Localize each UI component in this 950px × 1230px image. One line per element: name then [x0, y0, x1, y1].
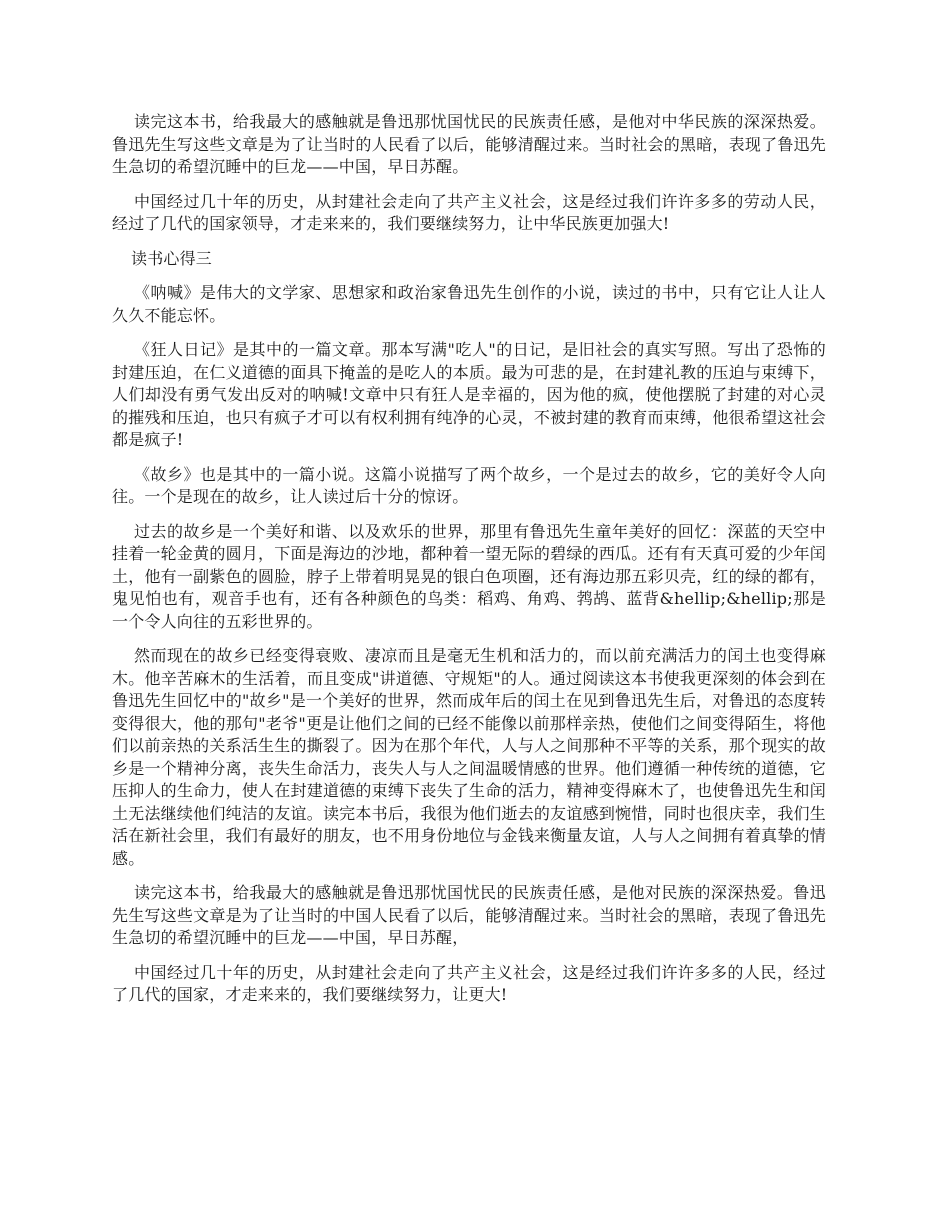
paragraph-3: 《呐喊》是伟大的文学家、思想家和政治家鲁迅先生创作的小说，读过的书中，只有它让人让人久久不能忘怀。 — [112, 283, 826, 325]
paragraph-4: 《狂人日记》是其中的一篇文章。那本写满"吃人"的日记，是旧社会的真实写照。写出了恐怖的封建压迫，在仁义道德的面具下掩盖的是吃人的本质。最为可悲的是，在封建礼教的压迫与束缚下，人们却没有勇气发出反对的呐喊!文章中只有狂人是幸福的，因为他的疯，使他摆脱了封建的对心灵的摧残和压迫，也只有疯子才可以有权利拥有纯净的心灵，不被封建的教育而束缚，他很希望这社会都是疯子! — [112, 340, 826, 449]
document-body — [112, 111, 826, 1019]
paragraph-7: 然而现在的故乡已经变得衰败、凄凉而且是毫无生机和活力的，而以前充满活力的闰土也变得麻木。他辛苦麻木的生活着，而且变成"讲道德、守规矩"的人。通过阅读这本书使我更深刻的体会到在鲁迅先生回忆中的"故乡"是一个美好的世界，然而成年后的闰土在见到鲁迅先生后，对鲁迅的态度转变得很大，他的那句"老爷"更是让他们之间的已经不能像以前那样亲热，使他们之间变得陌生，将他们以前亲热的关系活生生的撕裂了。因为在那个年代，人与人之间那种不平等的关系，那个现实的故乡是一个精神分离，丧失生命活力，丧失人与人之间温暖情感的世界。他们遵循一种传统的道德，它压抑人的生命力，使人在封建道德的束缚下丧失了生命的活力，精神变得麻木了，也使鲁迅先生和闰土无法继续他们纯洁的友谊。读完本书后，我很为他们逝去的友谊感到惋惜，同时也很庆幸，我们生活在新社会里，我们有最好的朋友，也不用身份地位与金钱来衡量友谊，人与人之间拥有着真挚的情感。 — [112, 646, 826, 868]
paragraph-2: 中国经过几十年的历史，从封建社会走向了共产主义社会，这是经过我们许许多多的劳动人民，经过了几代的国家领导，才走来来的，我们要继续努力，让中华民族更加强大! — [112, 191, 826, 233]
paragraph-8: 读完这本书，给我最大的感触就是鲁迅那忧国忧民的民族责任感，是他对民族的深深热爱。鲁迅先生写这些文章是为了让当时的中国人民看了以后，能够清醒过来。当时社会的黑暗，表现了鲁迅先生急切的希望沉睡中的巨龙——中国，早日苏醒， — [112, 883, 826, 947]
paragraph-9: 中国经过几十年的历史，从封建社会走向了共产主义社会，这是经过我们许许多多的人民，经过了几代的国家，才走来来的，我们要继续努力，让更大! — [112, 962, 826, 1004]
paragraph-6: 过去的故乡是一个美好和谐、以及欢乐的世界，那里有鲁迅先生童年美好的回忆：深蓝的天空中挂着一轮金黄的圆月，下面是海边的沙地，都种着一望无际的碧绿的西瓜。还有有天真可爱的少年闰土，他有一副紫色的圆脸，脖子上带着明晃晃的银白色项圈，还有海边那五彩贝壳，红的绿的都有，鬼见怕也有，观音手也有，还有各种颜色的鸟类：稻鸡、角鸡、鹁鸪、蓝背&hellip;&hellip;那是一个令人向往的五彩世界的。 — [112, 521, 826, 631]
paragraph-5: 《故乡》也是其中的一篇小说。这篇小说描写了两个故乡，一个是过去的故乡，它的美好令人向往。一个是现在的故乡，让人读过后十分的惊讶。 — [112, 464, 826, 506]
paragraph-1: 读完这本书，给我最大的感触就是鲁迅那忧国忧民的民族责任感，是他对中华民族的深深热爱。鲁迅先生写这些文章是为了让当时的人民看了以后，能够清醒过来。当时社会的黑暗，表现了鲁迅先生急切的希望沉睡中的巨龙——中国，早日苏醒。 — [112, 112, 826, 176]
section-heading: 读书心得三 — [131, 248, 213, 268]
